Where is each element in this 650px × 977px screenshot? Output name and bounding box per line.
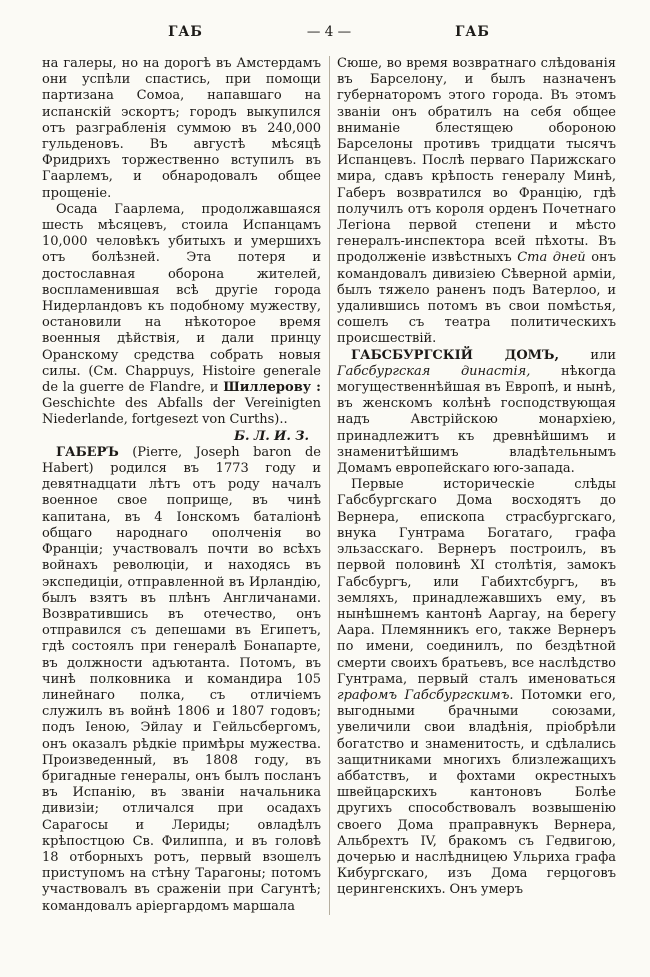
- column-divider-rule: [329, 56, 330, 915]
- paragraph: [337, 477, 616, 898]
- paragraph: [42, 56, 321, 202]
- text-segment: на галеры, но на дорогѣ въ Амстердамъ они успѣли спастись, при помощи партизана Сомоа, напавшаго на испанскій эскортъ; городъ выкупился отъ разграбленія суммою въ 240,000 гульденовъ. Въ августѣ мѣсяцѣ Фридрихъ торжественно вступилъ въ Гаарлемъ, и обнародовалъ общее прощеніе.: [42, 56, 321, 201]
- text-segment: Потомки его, выгодными брачными союзами, увеличили свои владѣнія, пріобрѣли богатство и знаменитость, и сдѣлались защитниками многихъ близлежащихъ аббатствъ, и фохтами окрестныхъ швейцарскихъ кантоновъ Болѣе другихъ способствовалъ возвышенію своего Дома праправнукъ Вернера, Альбрехтъ IV, бракомъ съ Гедвигою, дочерью и наслѣдницею Ульриха графа Кибургскаго, изъ Дома герцоговъ церингенскихъ. Онъ умеръ: [337, 687, 616, 898]
- paragraph: [42, 202, 321, 429]
- text-segment: ГАБЕРЪ: [56, 444, 119, 460]
- paragraph: [337, 348, 616, 478]
- running-head: [42, 24, 616, 46]
- running-head-left: ГАБ: [168, 24, 203, 40]
- text-segment: нѣкогда могущественнѣйшая въ Европѣ, и нынѣ, въ женскомъ колѣнѣ господствующая надъ Австрійскою монархіею, принадлежитъ къ древнѣйшимъ и знаменитѣйшимъ владѣтельнымъ Домамъ европейскаго юго-запада.: [337, 363, 616, 477]
- text-columns: [0, 56, 650, 915]
- running-head-right: ГАБ: [455, 24, 490, 40]
- text-segment: Histoire generale de la guerre de Flandre,: [42, 363, 321, 396]
- text-segment: Осада Гаарлема, продолжавшаяся шесть мѣсяцевъ, стоила Испанцамъ 10,000 человѣкъ убитыхъ и умершихъ отъ болѣзней. Эта потеря и достославная оборона жителей, воспламенившая всѣ другіе города Нидерландовъ къ подобному мужеству, остановили на нѣкоторое время военныя дѣйствія, и дали принцу Оранскому средства собрать новыя силы. (См. Chappuys,: [42, 201, 321, 379]
- paragraph: [42, 445, 321, 915]
- text-column-left: [42, 56, 321, 915]
- paragraph: [337, 56, 616, 348]
- text-segment: онъ командовалъ дивизіею Сѣверной арміи, былъ тяжело раненъ подъ Ватерлоо, и удалившись потомъ въ свои помѣстья, сошелъ съ театра политическихъ происшествій.: [337, 250, 616, 347]
- text-segment: Шиллерову :: [223, 380, 321, 396]
- page-number: — 4 —: [306, 24, 352, 40]
- paragraph: [42, 429, 321, 445]
- text-column-right: [337, 56, 616, 915]
- text-segment: Первые историческіе слѣды Габсбургскаго Дома восходятъ до Вернера, епископа страсбургскаго, внука Гунтрама Богатаго, графа эльзасскаго. Вернеръ построилъ, въ первой половинѣ XI столѣтія, замокъ Габсбургъ, или Габихтсбургъ, въ земляхъ, принадлежавшихъ ему, въ нынѣшнемъ кантонѣ Ааргау, на берегу Аара. Племянникъ его, также Вернеръ по имени, соединилъ, по бездѣтной смерти своихъ братьевъ, все наслѣдство Гунтрама, первый сталъ именоваться: [337, 477, 616, 687]
- text-segment: и: [205, 380, 224, 396]
- text-segment: Б. Л. И. З.: [233, 428, 309, 444]
- text-segment: Geschichte des Abfalls der Vereinigten Niederlande, fortgesezt von Curths)..: [42, 396, 321, 428]
- text-segment: (Pierre, Joseph baron de Habert) родился въ 1773 году и девятнадцати лѣтъ отъ роду началъ военное свое поприще, въ чинѣ капитана, въ 4 Іонскомъ баталіонѣ общаго народнаго ополченія во Франціи; участвовалъ почти во всѣхъ войнахъ революціи, и находясь въ экспедиціи, отправленной въ Ирландію, былъ взятъ въ плѣнъ Англичанами. Возвратившись въ отечество, онъ отправился съ депешами въ Египетъ, гдѣ состоялъ при генералѣ Бонапарте, въ должности адъютанта. Потомъ, въ чинѣ полковника и командира 105 линейнаго полка, съ отличіемъ служилъ въ войнѣ 1806 и 1807 годовъ; подъ Іеною, Эйлау и Гейльсбергомъ, онъ оказалъ рѣдкіе примѣры мужества. Произведенный, въ 1808 году, въ бригадные генералы, онъ былъ посланъ въ Испанію, въ званіи начальника дивизіи; отличался при осадахъ Сарагосы и Лериды; овладѣлъ крѣпостцою Св. Филиппа, и въ головѣ 18 отборныхъ ротъ, первый взошелъ приступомъ на стѣну Тарагоны; потомъ участвовалъ въ сраженіи при Сагунтѣ; командовалъ аріергардомъ маршала: [42, 444, 321, 914]
- text-segment: графомъ Габсбургскимъ.: [337, 687, 514, 703]
- text-segment: Габсбургская династія,: [337, 363, 531, 379]
- text-segment: или: [559, 347, 616, 363]
- text-segment: Сюше, во время возвратнаго слѣдованія въ Барселону, и былъ назначенъ губернаторомъ этого города. Въ этомъ званіи онъ обратилъ на себя общее вниманіе блестящею обороною Барселоны противъ тридцати тысячъ Испанцевъ. Послѣ перваго Парижскаго мира, сдавъ крѣпость генералу Минѣ, Габеръ возвратился во Францію, гдѣ получилъ отъ короля орденъ Почетнаго Легіона первой степени и мѣсто генералъ-инспектора всей пѣхоты. Въ продолженіе извѣстныхъ: [337, 56, 616, 266]
- text-segment: ГАБСБУРГСКІЙ ДОМЪ,: [351, 347, 559, 363]
- text-segment: Ста дней: [517, 250, 586, 266]
